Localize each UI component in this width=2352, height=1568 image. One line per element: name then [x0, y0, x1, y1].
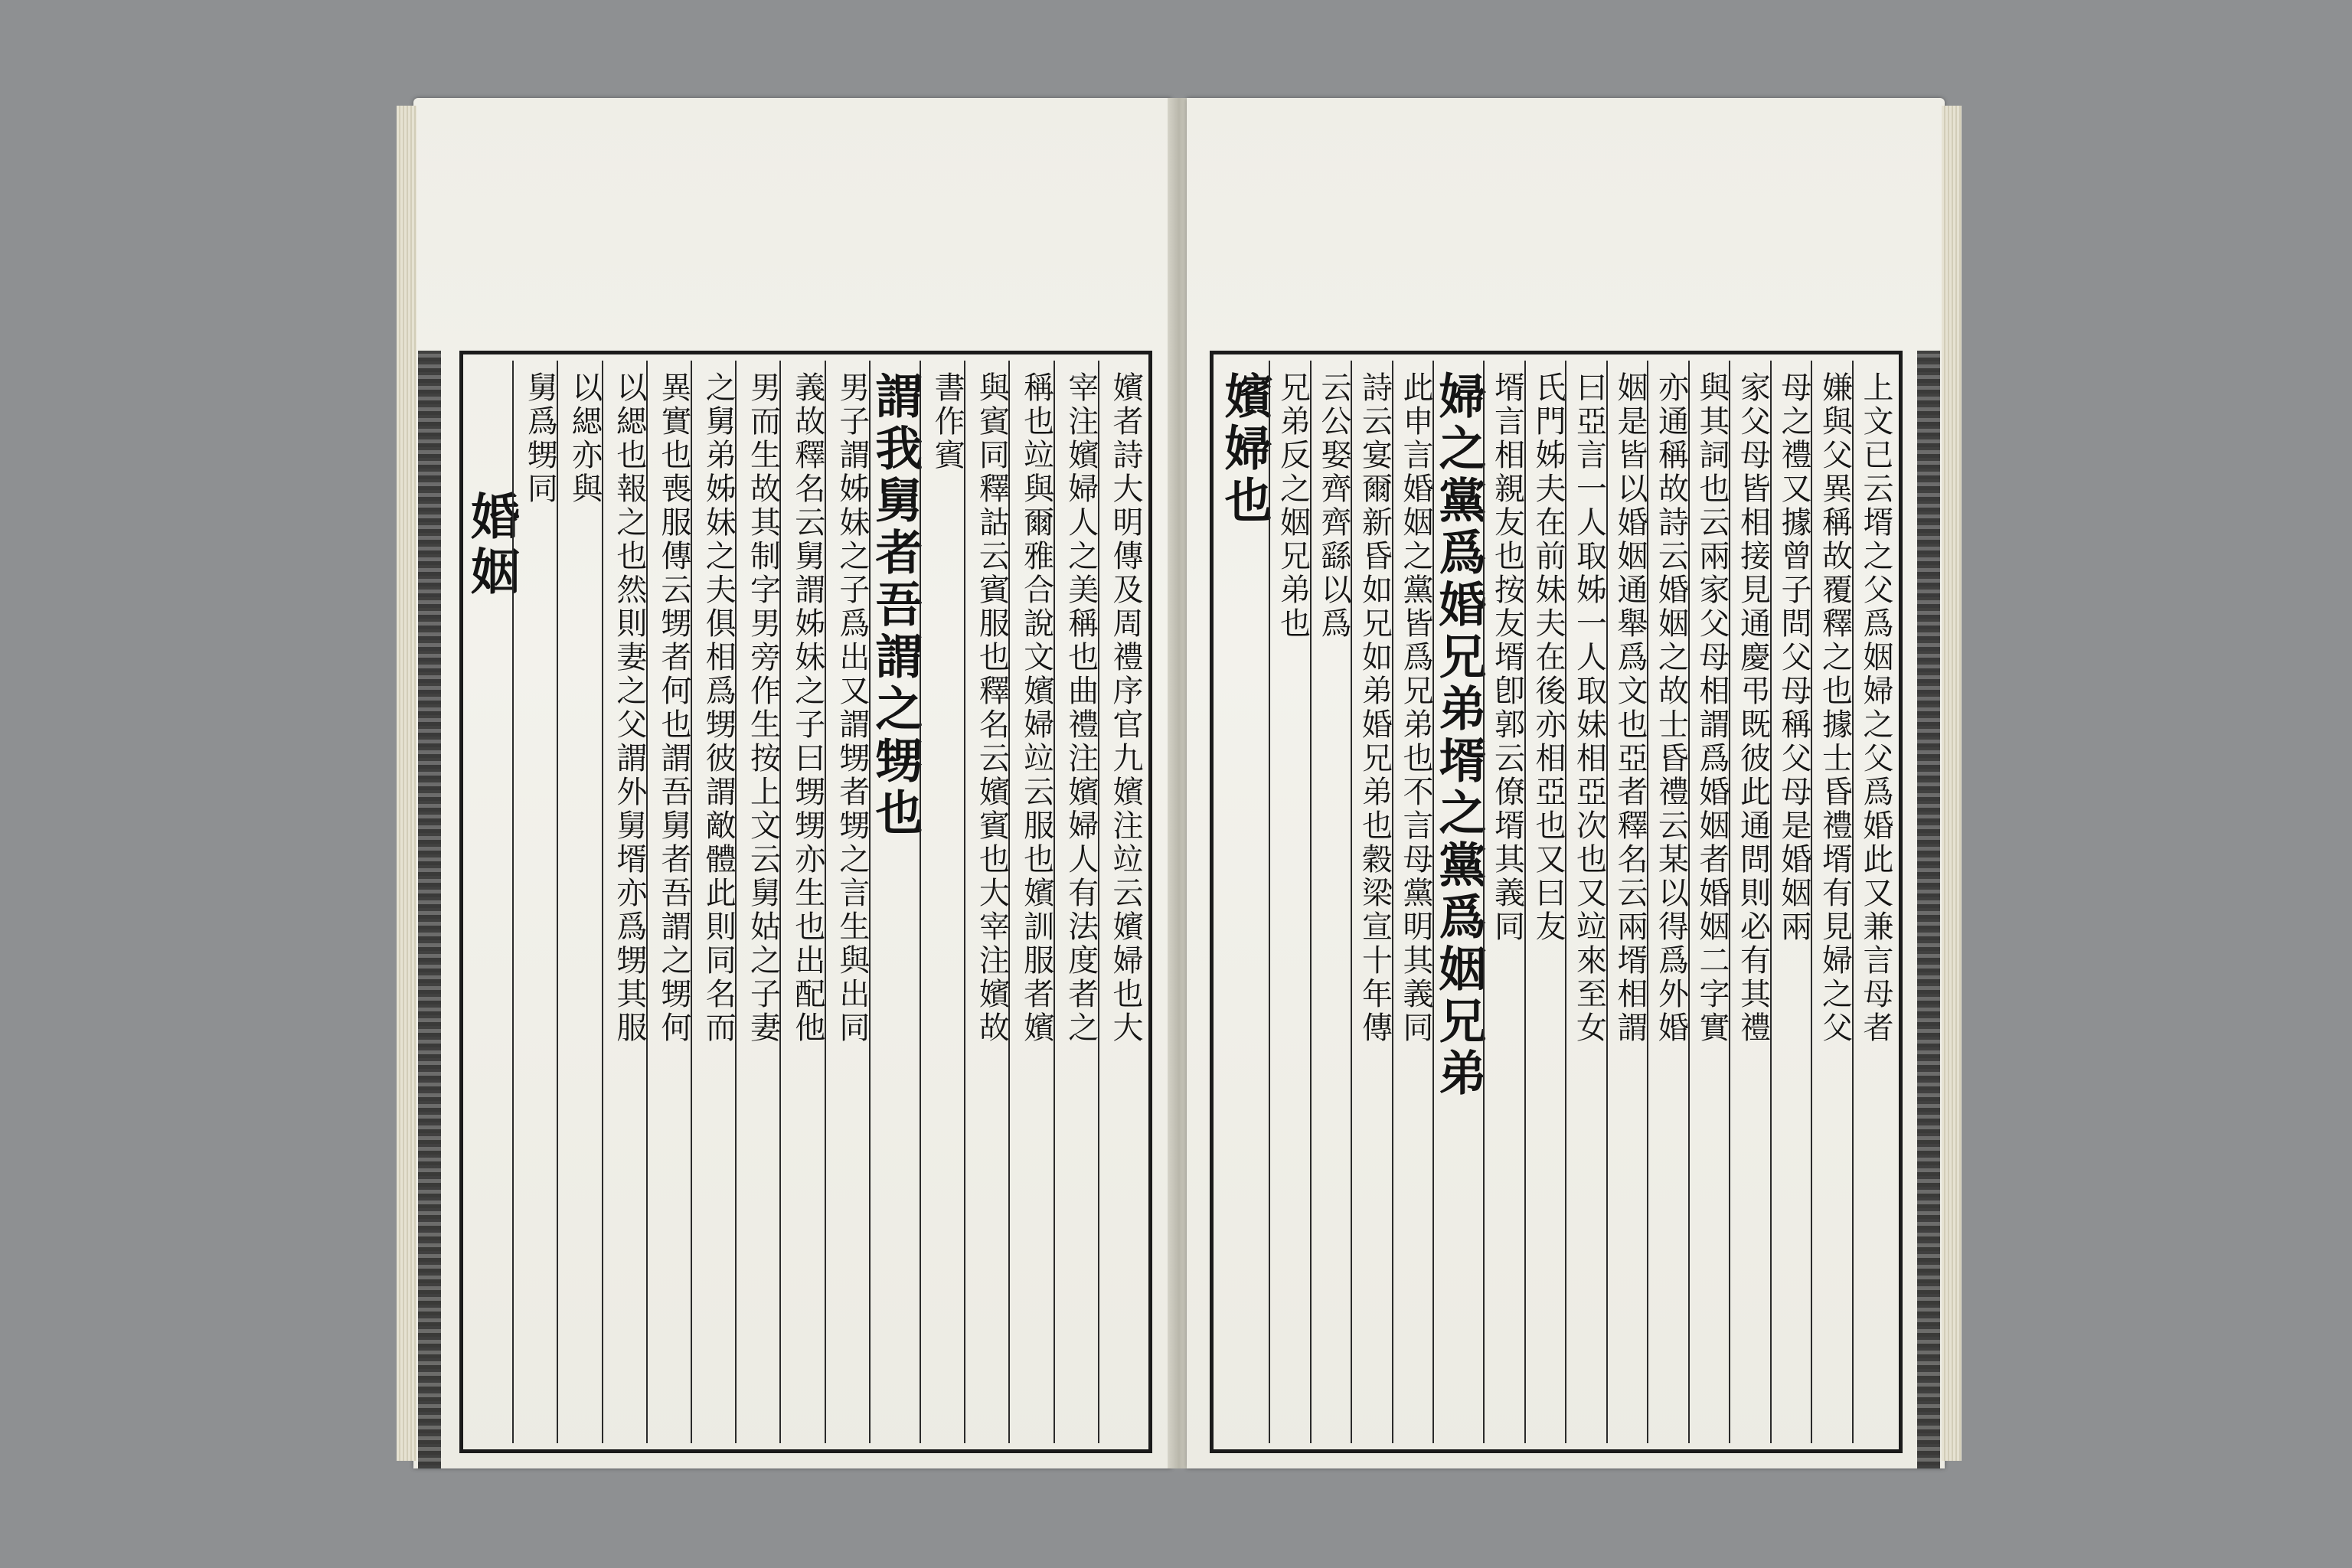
text-column: 此申言婚姻之黨皆爲兄弟也不言母黨明其義同	[1392, 361, 1433, 1443]
right-columns	[1217, 361, 1893, 1443]
text-column: 兄弟反之姻兄弟也	[1269, 361, 1310, 1443]
text-column: 母之禮又據曾子問父母稱父母是婚姻兩	[1770, 361, 1811, 1443]
text-column: 以緦亦與	[557, 361, 601, 1443]
text-column: 壻言相親友也按友壻卽郭云僚壻其義同	[1483, 361, 1524, 1443]
left-text-frame	[459, 351, 1152, 1453]
text-column: 家父母皆相接見通慶弔既彼此通問則必有其禮	[1729, 361, 1770, 1443]
text-column: 氏門姊夫在前妹夫在後亦相亞也又曰友	[1524, 361, 1566, 1443]
text-column: 與其詞也云兩家父母相謂爲婚姻者婚姻二字實	[1688, 361, 1730, 1443]
text-column: 曰亞言一人取姊一人取妹相亞次也又竝來至女	[1565, 361, 1606, 1443]
text-column: 舅爲甥同	[512, 361, 557, 1443]
text-column: 男而生故其制字男旁作生按上文云舅姑之子妻	[735, 361, 779, 1443]
headword-column: 婦之黨爲婚兄弟壻之黨爲姻兄弟	[1432, 361, 1483, 1443]
text-column: 嬪者詩大明傳及周禮序官九嬪注竝云嬪婦也大	[1098, 361, 1142, 1443]
right-text-frame	[1210, 351, 1903, 1453]
headword-column: 嬪婦也	[1217, 371, 1272, 528]
page-edges-right	[1942, 106, 1962, 1461]
text-column: 異實也喪服傳云甥者何也謂吾舅者吾謂之甥何	[646, 361, 691, 1443]
text-column: 稱也竝與爾雅合說文嬪婦竝云服也嬪訓服者嬪	[1008, 361, 1053, 1443]
page-edges-left	[397, 106, 416, 1461]
section-heading: 婚姻	[462, 491, 521, 601]
text-column: 云公娶齊齊繇以爲	[1310, 361, 1351, 1443]
left-columns	[462, 361, 1143, 1443]
text-column: 詩云宴爾新昏如兄如弟婚兄弟也穀梁宣十年傳	[1351, 361, 1392, 1443]
text-column: 嫌與父異稱故覆釋之也據士昏禮壻有見婦之父	[1811, 361, 1852, 1443]
text-column: 義故釋名云舅謂姊妹之子曰甥甥亦生也出配他	[779, 361, 824, 1443]
ink-bleed-right	[1917, 351, 1940, 1468]
text-column: 之舅弟姊妹之夫俱相爲甥彼謂敵體此則同名而	[691, 361, 735, 1443]
headword-column: 謂我舅者吾謂之甥也	[869, 361, 920, 1443]
text-column: 以緦也報之也然則妻之父謂外舅壻亦爲甥其服	[602, 361, 646, 1443]
text-column: 男子謂姊妹之子爲出又謂甥者甥之言生與出同	[825, 361, 869, 1443]
text-column: 書作賓	[920, 361, 964, 1443]
text-column: 上文已云壻之父爲姻婦之父爲婚此又兼言母者	[1852, 361, 1893, 1443]
right-page	[1187, 98, 1945, 1468]
text-column: 姻是皆以婚姻通舉爲文也亞者釋名云兩壻相謂	[1606, 361, 1648, 1443]
text-column: 宰注嬪婦人之美稱也曲禮注嬪婦人有法度者之	[1054, 361, 1098, 1443]
text-column: 亦通稱故詩云婚姻之故士昏禮云某以得爲外婚	[1647, 361, 1688, 1443]
ink-bleed-left	[418, 351, 441, 1468]
left-page	[413, 98, 1171, 1468]
text-column: 與賓同釋詁云賓服也釋名云嬪賓也大宰注嬪故	[964, 361, 1008, 1443]
open-book	[413, 98, 1945, 1476]
